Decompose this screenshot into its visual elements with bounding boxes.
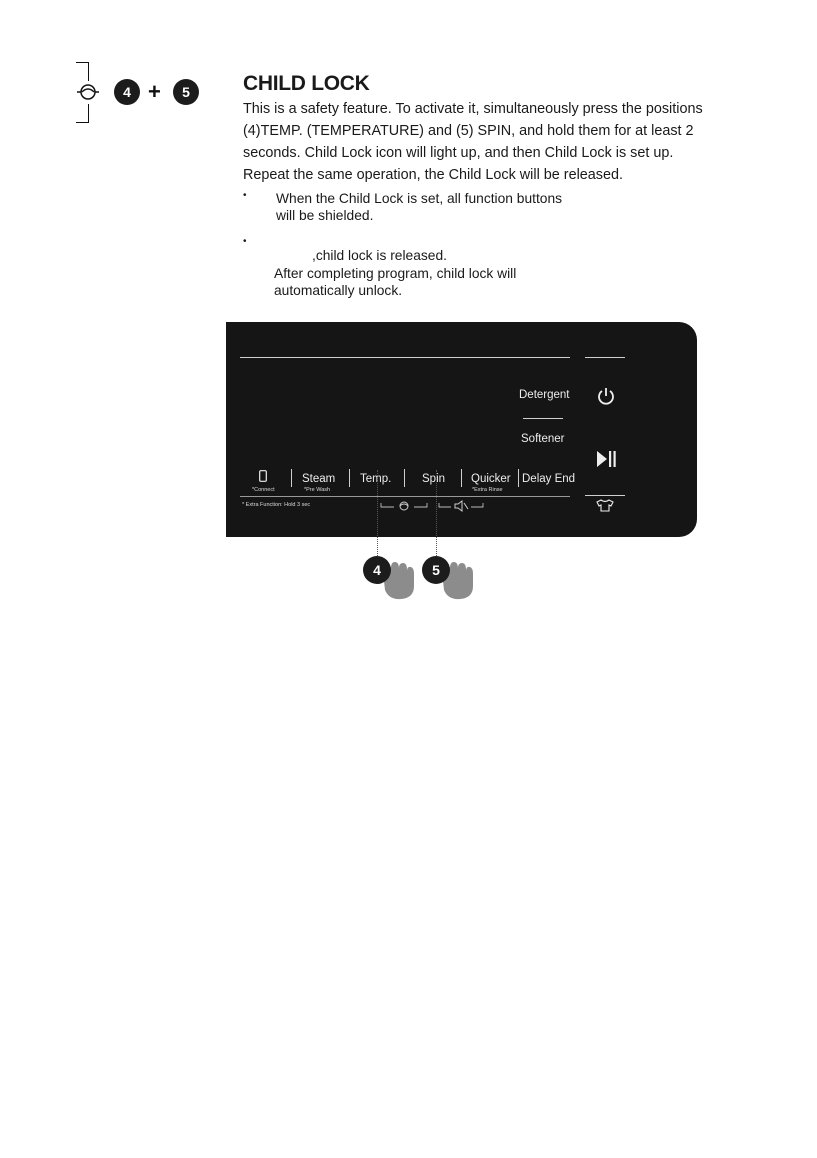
- combo-plus: +: [148, 79, 161, 104]
- child-lock-indicator-icon: [380, 499, 428, 513]
- softener-label: Softener: [521, 433, 565, 445]
- description-paragraph: [243, 98, 763, 186]
- bullet-shielded: [276, 190, 636, 224]
- extra-function-note: * Extra Function: Hold 3 sec: [242, 502, 311, 508]
- button-separator: [404, 469, 405, 487]
- detergent-label: Detergent: [519, 389, 570, 401]
- play-pause-icon: [596, 450, 618, 468]
- bullet-line: When the Child Lock is set, all function buttons: [276, 191, 563, 206]
- combo-key-4: 4: [114, 79, 140, 105]
- power-icon: [596, 386, 616, 406]
- button-separator: [291, 469, 292, 487]
- detergent-divider: [523, 418, 563, 419]
- bracket-bottom: [76, 104, 89, 123]
- shirt-icon: [596, 498, 614, 512]
- button-separator: [349, 469, 350, 487]
- button-separator: [518, 469, 519, 487]
- connect-sublabel: *Connect: [252, 487, 275, 493]
- section-title: CHILD LOCK: [243, 72, 370, 95]
- guide-line-4: [377, 470, 378, 562]
- panel-right-bottom-line: [585, 495, 625, 496]
- bullet-line: automatically unlock.: [274, 283, 403, 298]
- paragraph-line: seconds. Child Lock icon will light up, and then Child Lock is set up.: [243, 145, 674, 161]
- bullet-released: ,child lock is released.: [312, 248, 447, 263]
- bullet-mark: •: [243, 190, 247, 201]
- child-lock-icon: [76, 80, 100, 104]
- paragraph-line: This is a safety feature. To activate it, simultaneously press the positions: [243, 101, 703, 117]
- bullet-line: After completing program, child lock will: [274, 266, 517, 281]
- panel-bottom-line: [240, 496, 570, 497]
- delay-end-button: Delay End: [522, 473, 576, 485]
- panel-top-line-right: [585, 357, 625, 358]
- phone-icon: [259, 470, 267, 482]
- paragraph-line: (4)TEMP. (TEMPERATURE) and (5) SPIN, and hold them for at least 2: [243, 123, 694, 139]
- quicker-button: Quicker: [471, 473, 511, 485]
- steam-sublabel: *Pre Wash: [304, 487, 331, 493]
- button-separator: [461, 469, 462, 487]
- bullet-mark: •: [243, 236, 247, 247]
- callout-5: 5: [422, 556, 450, 584]
- steam-button: Steam: [302, 473, 336, 485]
- combo-key-5: 5: [173, 79, 199, 105]
- spin-button: Spin: [422, 473, 446, 485]
- temp-button: Temp.: [360, 473, 392, 485]
- panel-top-line: [240, 357, 570, 358]
- mute-icon: [438, 499, 484, 513]
- quicker-sublabel: *Extra Rinse: [472, 487, 503, 493]
- guide-line-5: [436, 470, 437, 562]
- bullet-line: will be shielded.: [276, 208, 374, 223]
- control-panel: [226, 322, 697, 537]
- callout-4: 4: [363, 556, 391, 584]
- paragraph-line: Repeat the same operation, the Child Lock will be released.: [243, 167, 623, 183]
- bracket-top: [76, 62, 89, 81]
- bullet-auto-unlock: [274, 265, 594, 299]
